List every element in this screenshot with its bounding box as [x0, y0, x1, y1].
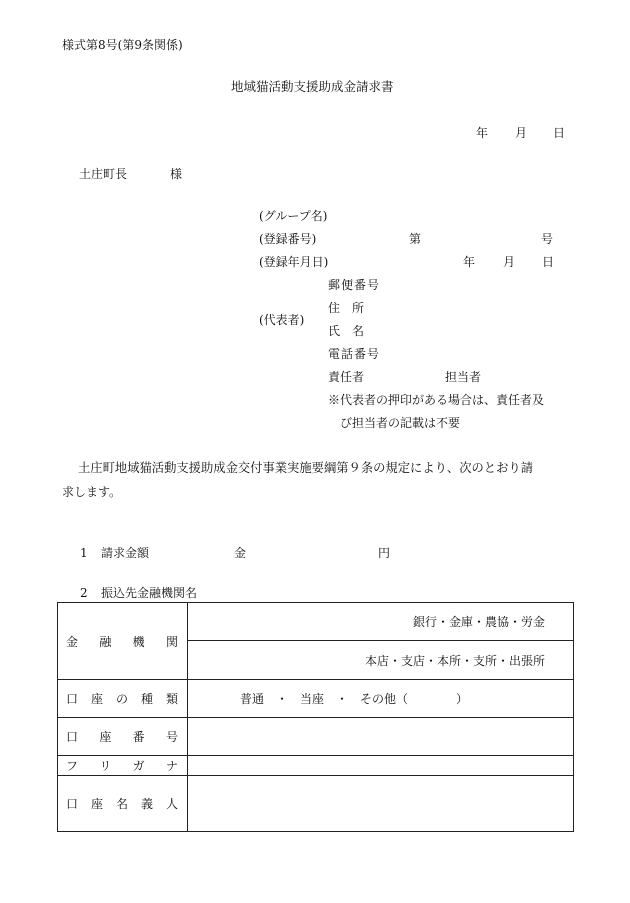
account-holder-label-cell	[58, 776, 188, 832]
representative-label: (代表者)	[259, 313, 305, 327]
reg-year: 年	[463, 255, 476, 269]
furigana-label: フ リ ガ ナ	[66, 759, 178, 773]
reg-date-label: (登録年月日)	[259, 255, 329, 269]
branch-types-cell[interactable]	[188, 641, 574, 680]
bank-table	[57, 602, 574, 832]
account-type-label-cell	[58, 680, 188, 718]
name-label: 氏 名	[328, 324, 365, 338]
account-type-options: 普通 ・ 当座 ・ その他（ ）	[240, 692, 469, 706]
item2-label: 振込先金融機関名	[101, 586, 198, 600]
account-number-cell[interactable]	[188, 718, 574, 756]
furigana-label-cell	[58, 756, 188, 776]
responsible-label: 責任者	[328, 370, 365, 384]
postal-code-label: 郵便番号	[328, 278, 381, 292]
account-type-cell[interactable]	[188, 680, 574, 718]
account-number-label: 口 座 番 号	[66, 730, 178, 744]
account-number-label-cell	[58, 718, 188, 756]
reg-month: 月	[503, 255, 516, 269]
person-in-charge-label: 担当者	[445, 370, 482, 384]
addressee-honorific: 様	[170, 167, 183, 181]
item1-unit: 円	[378, 546, 391, 560]
furigana-cell[interactable]	[188, 756, 574, 776]
branch-types: 本店・支店・本所・支所・出張所	[364, 653, 545, 668]
account-holder-cell[interactable]	[188, 776, 574, 832]
group-name-label: (グループ名)	[259, 209, 328, 223]
institution-types-cell[interactable]	[188, 603, 574, 641]
date-day: 日	[553, 126, 566, 140]
addressee-name: 土庄町長	[79, 167, 128, 181]
account-holder-label: 口 座 名 義 人	[66, 797, 178, 811]
item2-number: 2	[80, 586, 88, 600]
body-line-1: 土庄町地域猫活動支援助成金交付事業実施要綱第９条の規定により、次のとおり請	[78, 461, 533, 475]
institution-types: 銀行・金庫・農協・労金	[412, 615, 545, 629]
page-title: 地域猫活動支援助成金請求書	[231, 79, 394, 94]
form-number: 様式第8号(第9条関係)	[62, 38, 183, 52]
body-line-2: 求します。	[62, 485, 122, 499]
reg-number-prefix: 第	[409, 232, 422, 246]
seal-note-line1: ※代表者の押印がある場合は、責任者及	[328, 393, 545, 407]
reg-number-suffix: 号	[541, 232, 554, 246]
seal-note-line2: び担当者の記載は不要	[340, 416, 461, 430]
institution-label-cell	[58, 603, 188, 680]
item1-prefix: 金	[234, 546, 247, 560]
item1-label: 請求金額	[101, 546, 150, 560]
date-month: 月	[515, 126, 528, 140]
phone-label: 電話番号	[328, 347, 381, 361]
address-label: 住 所	[328, 301, 365, 315]
reg-day: 日	[542, 255, 555, 269]
institution-label: 金 融 機 関	[66, 634, 178, 649]
reg-number-label: (登録番号)	[259, 232, 317, 246]
date-year: 年	[476, 126, 489, 140]
item1-number: 1	[80, 546, 88, 560]
account-type-label: 口 座 の 種 類	[66, 692, 178, 706]
